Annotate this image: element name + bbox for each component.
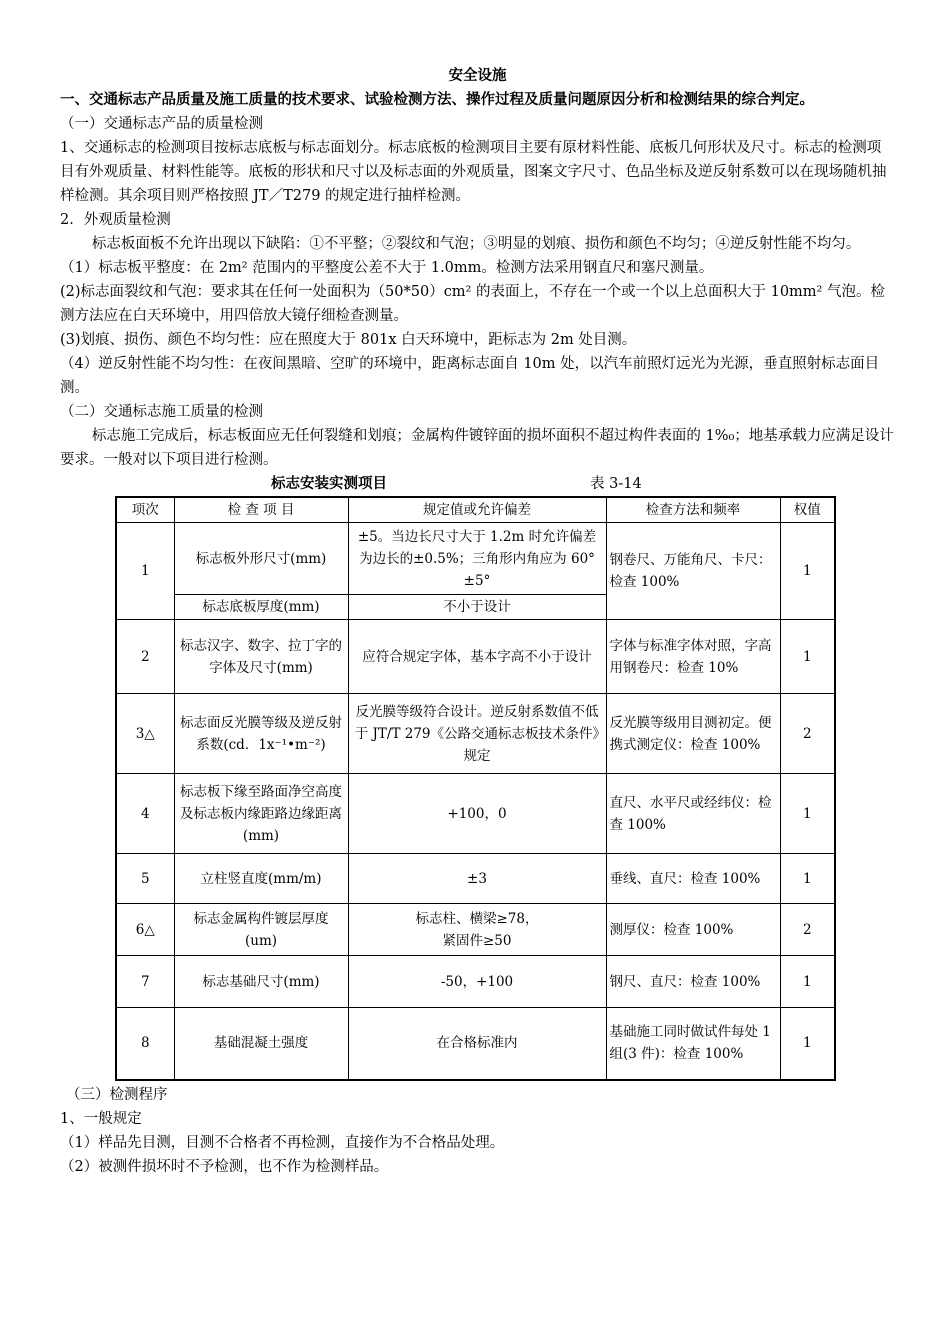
row-no: 6△ bbox=[116, 904, 174, 956]
section-3-title: （三）检测程序 bbox=[66, 1086, 168, 1103]
table-caption bbox=[60, 472, 895, 496]
section-1-paragraph-1: 1、交通标志的检测项目按标志底板与标志面划分。标志底板的检测项目主要有原材料性能、底板几何形状及尺寸。标志的检测项目有外观质量、材料性能等。底板的形状和尺寸以及标志面的外观质量，图案文字尺寸、色品坐标及逆反射系数可以在现场随机抽样检测。其余项目则严格按照 JT／T279 的规定进行抽样检测。 bbox=[60, 140, 887, 204]
table-row bbox=[116, 694, 835, 774]
document-title: 安全设施 bbox=[448, 67, 507, 84]
header-spec: 规定值或允许偏差 bbox=[348, 497, 606, 523]
table-row bbox=[116, 854, 835, 904]
row-spec: 在合格标准内 bbox=[348, 1008, 606, 1080]
row-weight: 1 bbox=[780, 523, 835, 620]
row-spec: ±5。当边长尺寸大于 1.2m 时允许偏差为边长的±0.5%；三角形内角应为 60° ±5° bbox=[348, 523, 606, 595]
section-1-paragraph-6: （4）逆反射性能不均匀性：在夜间黑暗、空旷的环境中，距离标志面自 10m 处，以汽车前照灯远光为光源，垂直照射标志面目测。 bbox=[60, 356, 880, 396]
header-no: 项次 bbox=[116, 497, 174, 523]
table-row bbox=[116, 620, 835, 694]
row-spec bbox=[348, 904, 606, 956]
row-item: 标志基础尺寸(mm) bbox=[174, 956, 348, 1008]
section-1-paragraph-4: (2)标志面裂纹和气泡：要求其在任何一处面积为（50*50）cm² 的表面上，不存在一个或一个以上总面积大于 10mm² 气泡。检测方法应在白天环境中，用四倍放大镜仔细检查测量。 bbox=[60, 284, 885, 324]
table-number: 表 3-14 bbox=[590, 476, 642, 492]
row-method: 直尺、水平尺或经纬仪：检查 100% bbox=[606, 774, 780, 854]
section-1-paragraph-3: （1）标志板平整度：在 2m² 范围内的平整度公差不大于 1.0mm。检测方法采用钢直尺和塞尺测量。 bbox=[60, 260, 714, 276]
row-spec: 不小于设计 bbox=[348, 595, 606, 620]
inspection-table bbox=[115, 496, 836, 1081]
row-spec-line-1: 标志柱、横梁≥78， bbox=[415, 910, 539, 927]
table-row bbox=[116, 904, 835, 956]
row-method: 字体与标准字体对照，字高用钢卷尺：检查 10% bbox=[606, 620, 780, 694]
document-page bbox=[60, 64, 895, 1179]
row-item: 标志板下缘至路面净空高度及标志板内缘距路边缘距离(mm) bbox=[174, 774, 348, 854]
section-1-paragraph-5: (3)划痕、损伤、颜色不均匀性：应在照度大于 801x 白天环境中，距标志为 2m 处目测。 bbox=[60, 332, 637, 348]
header-item: 检 查 项 目 bbox=[174, 497, 348, 523]
table-header-row bbox=[116, 497, 835, 523]
row-item: 基础混凝土强度 bbox=[174, 1008, 348, 1080]
section-3-paragraph-2: （2）被测件损坏时不予检测，也不作为检测样品。 bbox=[60, 1158, 389, 1175]
row-spec: +100，0 bbox=[348, 774, 606, 854]
section-3-heading: 1、一般规定 bbox=[60, 1110, 142, 1127]
header-method: 检查方法和频率 bbox=[606, 497, 780, 523]
row-weight: 2 bbox=[780, 904, 835, 956]
row-no: 8 bbox=[116, 1008, 174, 1080]
row-weight: 1 bbox=[780, 774, 835, 854]
row-item: 标志面反光膜等级及逆反射系数(cd．1x⁻¹•m⁻²) bbox=[174, 694, 348, 774]
row-spec: 应符合规定字体，基本字高不小于设计 bbox=[348, 620, 606, 694]
table-caption-title: 标志安装实测项目 bbox=[271, 475, 387, 492]
heading-1: 一、交通标志产品质量及施工质量的技术要求、试验检测方法、操作过程及质量问题原因分析和检测结果的综合判定。 bbox=[60, 91, 814, 108]
row-weight: 2 bbox=[780, 694, 835, 774]
row-item: 标志底板厚度(mm) bbox=[174, 595, 348, 620]
row-spec: 反光膜等级符合设计。逆反射系数值不低于 JT/T 279《公路交通标志板技术条件》规定 bbox=[348, 694, 606, 774]
row-method: 基础施工同时做试件每处 1 组(3 件)：检查 100% bbox=[606, 1008, 780, 1080]
table-row bbox=[116, 523, 835, 595]
row-no: 2 bbox=[116, 620, 174, 694]
section-2-paragraph-1: 标志施工完成后，标志板面应无任何裂缝和划痕；金属构件镀锌面的损坏面积不超过构件表面的 1%₀；地基承载力应满足设计要求。一般对以下项目进行检测。 bbox=[60, 428, 894, 468]
row-no: 4 bbox=[116, 774, 174, 854]
row-spec: -50，+100 bbox=[348, 956, 606, 1008]
header-weight: 权值 bbox=[780, 497, 835, 523]
section-1-paragraph-2: 标志板面板不允许出现以下缺陷：①不平整；②裂纹和气泡；③明显的划痕、损伤和颜色不均匀；④逆反射性能不均匀。 bbox=[91, 236, 861, 252]
row-no: 5 bbox=[116, 854, 174, 904]
row-item: 标志板外形尺寸(mm) bbox=[174, 523, 348, 595]
row-method: 测厚仪：检查 100% bbox=[606, 904, 780, 956]
row-no: 7 bbox=[116, 956, 174, 1008]
row-method: 垂线、直尺：检查 100% bbox=[606, 854, 780, 904]
section-1-title: （一）交通标志产品的质量检测 bbox=[60, 116, 263, 132]
row-weight: 1 bbox=[780, 1008, 835, 1080]
row-weight: 1 bbox=[780, 854, 835, 904]
section-3-paragraph-1: （1）样品先目测，目测不合格者不再检测，直接作为不合格品处理。 bbox=[60, 1134, 505, 1151]
row-no: 3△ bbox=[116, 694, 174, 774]
row-item: 立柱竖直度(mm/m) bbox=[174, 854, 348, 904]
table-row bbox=[116, 1008, 835, 1080]
row-no: 1 bbox=[116, 523, 174, 620]
row-spec-line-2: 紧固件≥50 bbox=[442, 932, 512, 949]
row-weight: 1 bbox=[780, 620, 835, 694]
row-method: 钢卷尺、万能角尺、卡尺：检查 100% bbox=[606, 523, 780, 620]
row-spec: ±3 bbox=[348, 854, 606, 904]
table-row bbox=[116, 774, 835, 854]
row-method: 反光膜等级用目测初定。便携式测定仪：检查 100% bbox=[606, 694, 780, 774]
row-weight: 1 bbox=[780, 956, 835, 1008]
section-1-heading-2: 2．外观质量检测 bbox=[60, 212, 171, 228]
row-item: 标志汉字、数字、拉丁字的字体及尺寸(mm) bbox=[174, 620, 348, 694]
row-method: 钢尺、直尺：检查 100% bbox=[606, 956, 780, 1008]
table-row bbox=[116, 956, 835, 1008]
row-item: 标志金属构件镀层厚度(um) bbox=[174, 904, 348, 956]
section-2-title: （二）交通标志施工质量的检测 bbox=[60, 404, 263, 420]
